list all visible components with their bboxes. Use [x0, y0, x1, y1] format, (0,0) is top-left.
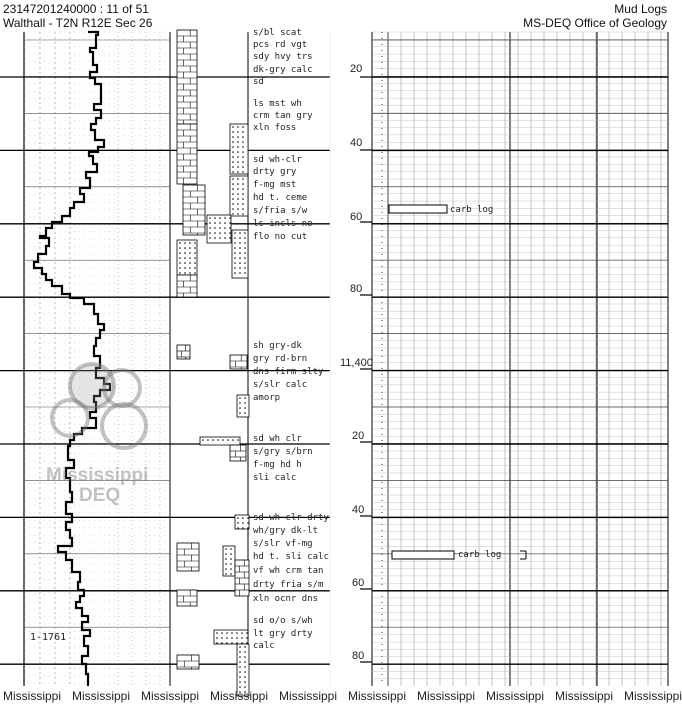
sand-dot [179, 262, 181, 264]
sand-dot [230, 568, 232, 570]
sand-dot [239, 661, 241, 663]
sand-dot [244, 402, 246, 404]
lithology-description: hd t. ceme [253, 193, 308, 203]
sand-dot [194, 247, 196, 249]
litho-cell [232, 230, 248, 278]
carb-log-boxes [389, 205, 526, 559]
sand-dot [239, 666, 241, 668]
sand-dot [242, 527, 244, 529]
sand-dot [224, 237, 226, 239]
sand-dot [189, 257, 191, 259]
depth-label: 11,400 [340, 357, 373, 369]
sand-dot [179, 242, 181, 244]
sand-dot [232, 208, 234, 210]
sand-dot [225, 553, 227, 555]
sand-dot [237, 156, 239, 158]
sand-dot [179, 267, 181, 269]
sand-dot [194, 267, 196, 269]
sand-dot [237, 161, 239, 163]
sand-dot [241, 637, 243, 639]
sand-dot [236, 632, 238, 634]
sand-dot [216, 632, 218, 634]
sand-dot [194, 242, 196, 244]
depth-label: 60 [350, 211, 363, 223]
lithology-description: ls incls no [253, 219, 313, 229]
sand-dot [244, 407, 246, 409]
sand-dot [179, 247, 181, 249]
sand-dot [239, 656, 241, 658]
footer-watermark-text: Mississippi [3, 689, 62, 703]
side-depth-marker: 1-1761 [30, 632, 67, 643]
sand-dot [229, 237, 231, 239]
litho-cell [200, 437, 240, 445]
litho-cell [235, 515, 249, 529]
sand-dot [242, 136, 244, 138]
sand-dot [179, 272, 181, 274]
sand-dot [244, 412, 246, 414]
lithology-description: calc [253, 641, 275, 651]
sand-dot [244, 237, 246, 239]
lithology-description: ls mst wh [253, 99, 302, 109]
sand-dot [242, 178, 244, 180]
lithology-description: s/slr calc [253, 380, 308, 390]
sand-dot [237, 166, 239, 168]
lithology-description: s/fria s/w [253, 206, 308, 216]
sand-dot [194, 252, 196, 254]
lithology-description: xln ocnr dns [253, 594, 319, 604]
sand-dot [234, 272, 236, 274]
sand-dot [217, 439, 219, 441]
sand-dot [239, 402, 241, 404]
sand-dot [231, 637, 233, 639]
sand-dot [242, 522, 244, 524]
litho-cell [230, 176, 248, 216]
sand-dot [232, 161, 234, 163]
lithology-description: f-mg hd h [253, 460, 302, 470]
sand-dot [184, 242, 186, 244]
sand-dot [225, 568, 227, 570]
sand-dot [244, 267, 246, 269]
depth-label: 40 [350, 137, 363, 149]
sand-dot [232, 166, 234, 168]
sand-dot [244, 232, 246, 234]
footer-watermark-text: Mississippi [141, 689, 200, 703]
litho-cell [223, 546, 235, 576]
sand-dot [242, 183, 244, 185]
sand-dot [242, 141, 244, 143]
sand-dot [202, 439, 204, 441]
sand-dot [239, 237, 241, 239]
sand-dot [221, 642, 223, 644]
lithology-description: lt gry drty [253, 629, 313, 639]
sand-dot [246, 637, 248, 639]
sand-dot [237, 183, 239, 185]
sand-dot [189, 252, 191, 254]
sand-dot [242, 188, 244, 190]
sand-dot [236, 642, 238, 644]
document-type: Mud Logs [614, 2, 667, 16]
sand-dot [222, 439, 224, 441]
lithology-description: f-mg mst [253, 180, 297, 190]
lithology-description: pcs rd vgt [253, 40, 308, 50]
sand-dot [194, 272, 196, 274]
sand-dot [242, 171, 244, 173]
sand-dot [219, 222, 221, 224]
sand-dot [234, 232, 236, 234]
footer-watermark-text: Mississippi [348, 689, 407, 703]
sand-dot [244, 646, 246, 648]
lithology-column [177, 30, 249, 696]
litho-cell [214, 630, 248, 644]
footer-watermark-text: Mississippi [555, 689, 614, 703]
sand-dot [219, 217, 221, 219]
deq-logo-icon [40, 348, 160, 458]
sand-dot [232, 126, 234, 128]
sand-dot [226, 632, 228, 634]
sand-dot [244, 397, 246, 399]
sand-dot [209, 217, 211, 219]
footer-watermark-text: Mississippi [486, 689, 545, 703]
depth-label: 20 [352, 430, 365, 442]
sand-dot [232, 183, 234, 185]
sand-dot [244, 686, 246, 688]
litho-cell [177, 590, 197, 606]
sand-dot [237, 208, 239, 210]
sand-dot [234, 252, 236, 254]
sand-dot [242, 146, 244, 148]
sand-dot [231, 632, 233, 634]
sand-dot [225, 573, 227, 575]
depth-label: 60 [352, 577, 365, 589]
sand-dot [237, 171, 239, 173]
sand-dot [239, 242, 241, 244]
sand-dot [189, 247, 191, 249]
sand-dot [244, 666, 246, 668]
sand-dot [244, 272, 246, 274]
sand-dot [237, 141, 239, 143]
carb-log-box-lower [392, 551, 454, 559]
sand-dot [184, 267, 186, 269]
sand-dot [237, 151, 239, 153]
sand-dot [242, 151, 244, 153]
sand-dot [226, 637, 228, 639]
sand-dot [239, 232, 241, 234]
sand-dot [234, 237, 236, 239]
sand-dot [239, 681, 241, 683]
sand-dot [241, 632, 243, 634]
sand-dot [179, 252, 181, 254]
sand-dot [247, 527, 249, 529]
lithology-description: sd [253, 77, 264, 87]
sand-dot [242, 517, 244, 519]
sand-dot [242, 161, 244, 163]
issuing-office: MS-DEQ Office of Geology [523, 16, 667, 30]
sand-dot [230, 563, 232, 565]
depth-label: 20 [350, 63, 363, 75]
sand-dot [239, 267, 241, 269]
sand-dot [231, 642, 233, 644]
sand-dot [230, 548, 232, 550]
right-track-grid [330, 32, 668, 686]
sand-dot [227, 439, 229, 441]
sand-dot [184, 252, 186, 254]
sand-dot [221, 637, 223, 639]
sand-dot [236, 637, 238, 639]
watermark-state: Mississippi [46, 465, 149, 486]
sand-dot [194, 257, 196, 259]
sand-dot [244, 681, 246, 683]
lithology-description: dk-gry calc [253, 65, 313, 75]
sand-dot [244, 661, 246, 663]
sand-dot [237, 439, 239, 441]
sand-dot [207, 439, 209, 441]
sand-dot [247, 522, 249, 524]
sand-dot [216, 642, 218, 644]
sand-dot [232, 178, 234, 180]
lithology-description: sd wh clr drty [253, 513, 329, 523]
sand-dot [234, 247, 236, 249]
sand-dot [242, 203, 244, 205]
sand-dot [219, 237, 221, 239]
carb-log-note-upper: carb log [450, 205, 494, 215]
lithology-description: sdy hvy trs [253, 52, 313, 62]
sand-dot [234, 262, 236, 264]
sand-dot [239, 262, 241, 264]
sand-dot [242, 131, 244, 133]
sand-dot [241, 642, 243, 644]
sand-dot [184, 262, 186, 264]
lithology-description: sli calc [253, 473, 297, 483]
lithology-description: gry rd-brn [253, 354, 308, 364]
sand-dot [232, 203, 234, 205]
depth-label: 80 [350, 283, 363, 295]
sand-dot [232, 131, 234, 133]
sand-dot [184, 272, 186, 274]
sand-dot [224, 227, 226, 229]
sand-dot [232, 198, 234, 200]
lithology-description: xln foss [253, 123, 297, 133]
sand-dot [237, 527, 239, 529]
sand-dot [209, 232, 211, 234]
lithology-description: wh/gry dk-lt [253, 526, 319, 536]
sand-dot [229, 222, 231, 224]
sand-dot [214, 237, 216, 239]
sand-dot [237, 522, 239, 524]
sand-dot [239, 676, 241, 678]
sand-dot [239, 412, 241, 414]
sand-dot [219, 227, 221, 229]
lithology-description: amorp [253, 393, 281, 403]
sand-dot [237, 126, 239, 128]
sand-dot [224, 217, 226, 219]
sand-dot [229, 232, 231, 234]
sand-dot [209, 222, 211, 224]
sand-dot [239, 252, 241, 254]
sand-dot [237, 517, 239, 519]
sand-dot [194, 262, 196, 264]
sand-dot [242, 208, 244, 210]
sand-dot [239, 247, 241, 249]
sand-dot [247, 517, 249, 519]
sand-dot [234, 242, 236, 244]
sand-dot [232, 136, 234, 138]
litho-cell [177, 30, 197, 124]
sand-dot [239, 397, 241, 399]
lithology-description: hd t. sli calc [253, 552, 329, 562]
sand-dot [221, 632, 223, 634]
sand-dot [229, 217, 231, 219]
sand-dot [244, 656, 246, 658]
sand-dot [224, 222, 226, 224]
sand-dot [189, 262, 191, 264]
sand-dot [189, 272, 191, 274]
litho-cell [177, 275, 197, 297]
lithology-description: vf wh crm tan [253, 566, 324, 576]
sand-dot [214, 222, 216, 224]
sand-dot [232, 439, 234, 441]
sand-dot [184, 247, 186, 249]
sand-dot [244, 671, 246, 673]
sand-dot [237, 136, 239, 138]
lithology-description: dns firm slty [253, 367, 324, 377]
sand-dot [237, 146, 239, 148]
sand-dot [179, 257, 181, 259]
sand-dot [244, 262, 246, 264]
sand-dot [219, 232, 221, 234]
lithology-description: crm tan gry [253, 111, 313, 121]
sand-dot [246, 632, 248, 634]
sand-dot [225, 563, 227, 565]
sand-dot [212, 439, 214, 441]
carb-log-box-upper [389, 205, 447, 213]
litho-cell [207, 215, 231, 243]
sand-dot [184, 257, 186, 259]
lithology-description: sd o/o s/wh [253, 616, 313, 626]
sand-dot [237, 188, 239, 190]
footer-watermark-text: Mississippi [417, 689, 476, 703]
footer-watermark-text: Mississippi [279, 689, 338, 703]
sand-dot [234, 267, 236, 269]
sand-dot [232, 141, 234, 143]
sand-dot [232, 213, 234, 215]
sand-dot [237, 203, 239, 205]
sand-dot [209, 237, 211, 239]
carb-log-note-lower: carb log [458, 550, 502, 560]
lithology-description: drty fria s/m [253, 580, 324, 590]
sand-dot [239, 671, 241, 673]
litho-cell [230, 445, 246, 461]
lithology-description: flo no cut [253, 232, 308, 242]
litho-cell [183, 185, 205, 235]
sand-dot [239, 257, 241, 259]
sand-dot [216, 637, 218, 639]
sand-dot [214, 232, 216, 234]
depth-label: 40 [352, 504, 365, 516]
sand-dot [239, 646, 241, 648]
sand-dot [232, 171, 234, 173]
sand-dot [230, 573, 232, 575]
litho-cell [237, 395, 249, 417]
sand-dot [189, 242, 191, 244]
sand-dot [209, 227, 211, 229]
sand-dot [225, 548, 227, 550]
footer-watermark-text: Mississippi [210, 689, 269, 703]
lithology-description: drty gry [253, 167, 297, 177]
lithology-description: sd wh-clr [253, 155, 302, 165]
sand-dot [232, 188, 234, 190]
depth-label: 80 [352, 650, 365, 662]
lithology-description: sd wh clr [253, 434, 302, 444]
well-location: Walthall - T2N R12E Sec 26 [3, 16, 153, 30]
footer-watermark-text: Mississippi [72, 689, 131, 703]
sand-dot [226, 642, 228, 644]
sand-dot [237, 131, 239, 133]
sand-dot [237, 213, 239, 215]
sand-dot [242, 213, 244, 215]
sand-dot [230, 553, 232, 555]
lithology-description: s/slr vf-mg [253, 539, 313, 549]
sand-dot [244, 247, 246, 249]
sand-dot [214, 227, 216, 229]
sand-dot [225, 558, 227, 560]
sand-dot [229, 227, 231, 229]
sand-dot [242, 156, 244, 158]
sand-dot [232, 146, 234, 148]
sand-dot [232, 193, 234, 195]
sand-dot [239, 686, 241, 688]
sand-dot [189, 267, 191, 269]
sand-dot [214, 217, 216, 219]
sand-dot [244, 242, 246, 244]
sand-dot [232, 151, 234, 153]
sand-dot [224, 232, 226, 234]
sand-dot [242, 198, 244, 200]
sand-dot [246, 642, 248, 644]
sand-dot [239, 651, 241, 653]
sand-dot [244, 257, 246, 259]
sand-dot [244, 651, 246, 653]
sand-dot [242, 166, 244, 168]
footer-watermark-text: Mississippi [624, 689, 682, 703]
sand-dot [239, 407, 241, 409]
sand-dot [244, 252, 246, 254]
lithology-description: s/gry s/brn [253, 447, 313, 457]
sand-dot [239, 272, 241, 274]
sand-dot [242, 126, 244, 128]
sand-dot [237, 193, 239, 195]
sand-dot [230, 558, 232, 560]
sand-dot [237, 178, 239, 180]
lithology-description: s/bl scat [253, 28, 302, 38]
sand-dot [242, 193, 244, 195]
sand-dot [244, 676, 246, 678]
sand-dot [232, 156, 234, 158]
watermark-agency: DEQ [79, 485, 121, 506]
sand-dot [237, 198, 239, 200]
lithology-description: sh gry-dk [253, 341, 302, 351]
sand-dot [234, 257, 236, 259]
well-id-page-count: 23147201240000 : 11 of 51 [3, 2, 149, 16]
